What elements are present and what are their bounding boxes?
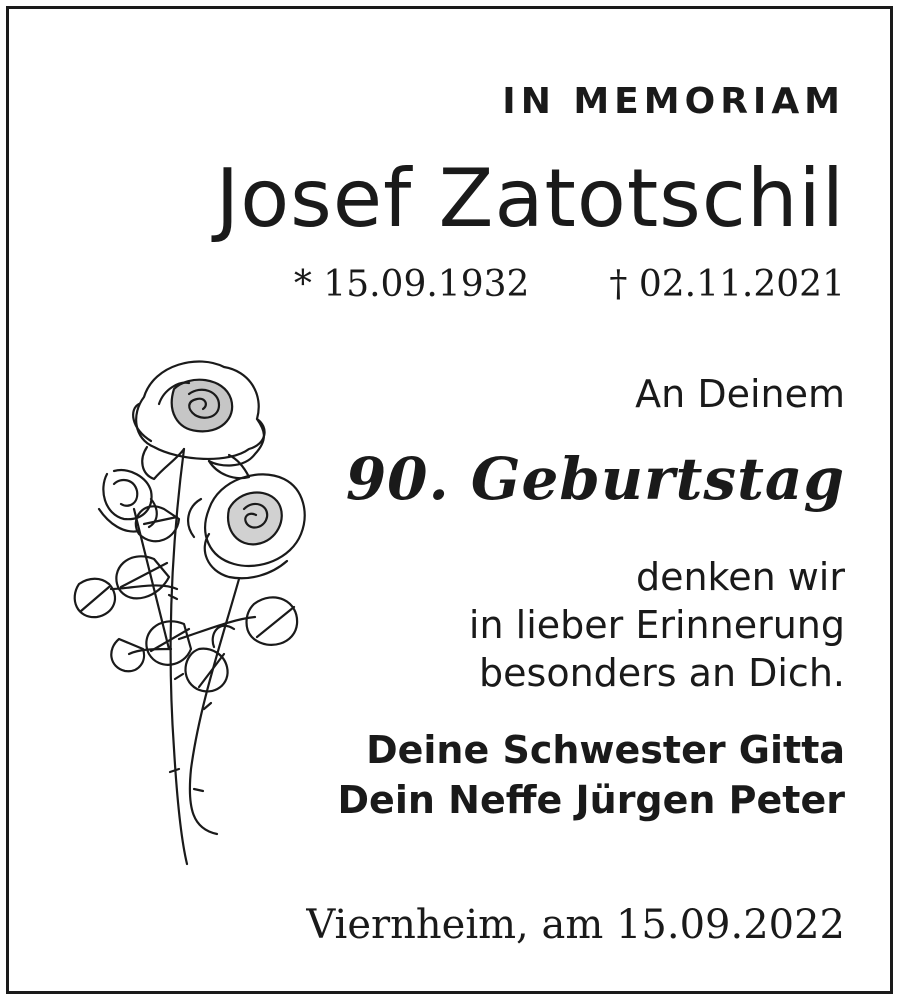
notice-frame: [6, 6, 893, 994]
intro-text: An Deinem: [635, 372, 845, 416]
death-date: † 02.11.2021: [609, 264, 845, 305]
rose-icon: [59, 349, 309, 869]
signers: [338, 725, 845, 825]
signer-line: Deine Schwester Gitta: [366, 728, 845, 772]
message-line: in lieber Erinnerung: [468, 603, 845, 647]
message-line: denken wir: [635, 555, 845, 599]
message-line: besonders an Dich.: [479, 651, 845, 695]
memorial-message: [469, 553, 845, 697]
signer-line: Dein Neffe Jürgen Peter: [337, 778, 845, 822]
notice-heading: IN MEMORIAM: [502, 81, 845, 122]
deceased-name: Josef Zatotschil: [215, 152, 845, 245]
life-dates: [294, 264, 845, 305]
birth-date: * 15.09.1932: [293, 264, 530, 305]
birthday-title: 90. Geburtstag: [345, 445, 845, 513]
place-date: Viernheim, am 15.09.2022: [306, 902, 845, 948]
